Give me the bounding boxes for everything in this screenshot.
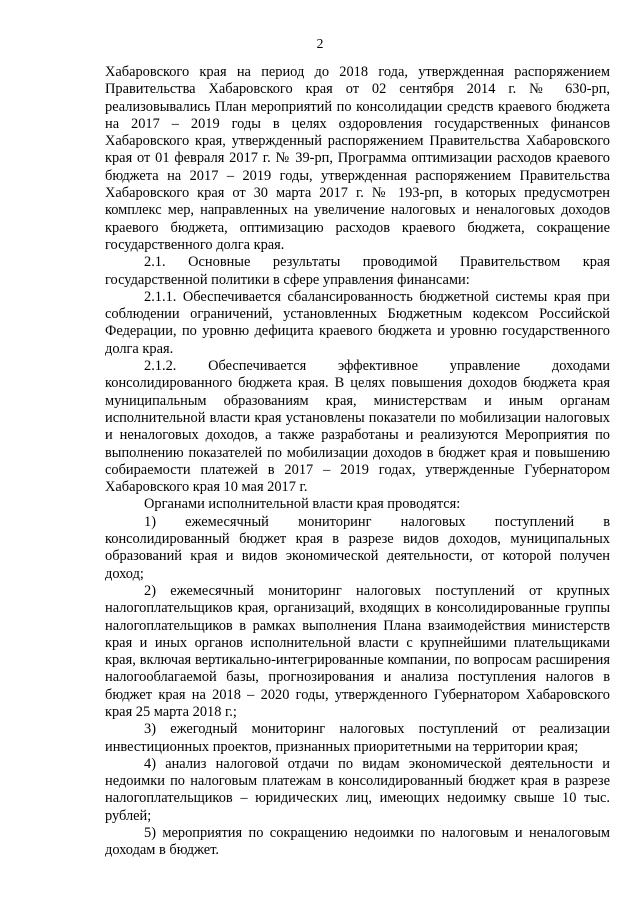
list-item-1: 1) ежемесячный мониторинг налоговых поступлений в консолидированный бюджет края в разрезе видов доходов, муниципальных образований края и видов экономической деятельности, от которой получен доход;: [105, 513, 610, 582]
paragraph-intro-list: Органами исполнительной власти края проводятся:: [144, 496, 461, 513]
list-item-2: 2) ежемесячный мониторинг налоговых поступлений от крупных налогоплательщиков края, организаций, входящих в консолидированные группы налогоплательщиков в рамках выполнения Плана взаимодействия министерств края и иных органов исполнительной власти с крупнейшими плательщиками края, включая вертикально-интегрированные компании, по вопросам расширения налогооблагаемой базы, прогнозирования и анализа поступления налогов в бюджет края на 2018 – 2020 годы, утвержденного Губернатором Хабаровского края 25 марта 2018 г.;: [105, 582, 610, 720]
document-body: [105, 64, 610, 860]
list-item-3: 3) ежегодный мониторинг налоговых поступлений от реализации инвестиционных проектов, признанных приоритетными на территории края;: [105, 721, 610, 755]
list-item-5: 5) мероприятия по сокращению недоимки по налоговым и неналоговым доходам в бюджет.: [105, 825, 610, 859]
paragraph-continuation: Хабаровского края на период до 2018 года, утвержденная распоряжением Правительства Хабаровского края от 02 сентября 2014 г. № 630-рп, реализовывались План мероприятий по консолидации средств краевого бюджета на 2017 – 2019 годы в целях оздоровления государственных финансов Хабаровского края, утвержденный распоряжением Правительства Хабаровского края от 01 февраля 2017 г. № 39-рп, Программа оптимизации расходов краевого бюджета на 2017 – 2019 годы, утвержденная распоряжением Правительства Хабаровского края от 30 марта 2017 г. № 193-рп, в которых предусмотрен комплекс мер, направленных на увеличение налоговых и неналоговых доходов краевого бюджета, оптимизацию расходов краевого бюджета, сокращение государственного долга края.: [105, 64, 610, 253]
page-number: 2: [316, 36, 324, 51]
paragraph-section-2-1-1: 2.1.1. Обеспечивается сбалансированность бюджетной системы края при соблюдении ограничений, установленных Бюджетным кодексом Российской Федерации, по уровню дефицита краевого бюджета и уровню государственного долга края.: [105, 288, 610, 357]
list-item-4: 4) анализ налоговой отдачи по видам экономической деятельности и недоимки по налоговым платежам в консолидированный бюджет края в разрезе налогоплательщиков – юридических лиц, имеющих недоимку свыше 10 тыс. рублей;: [105, 755, 610, 824]
paragraph-section-2-1-2: 2.1.2. Обеспечивается эффективное управление доходами консолидированного бюджета края. В целях повышения доходов бюджета края муниципальным образованиям края, министерствам и иным органам исполнительной власти края установлены показатели по мобилизации налоговых и неналоговых доходов, а также разработаны и реализуются Мероприятия по выполнению показателей по мобилизации доходов в бюджет края и повышению собираемости платежей в 2017 – 2019 годах, утвержденные Губернатором Хабаровского края 10 мая 2017 г.: [105, 358, 610, 496]
paragraph-section-2-1: 2.1. Основные результаты проводимой Правительством края государственной политики в сфере управления финансами:: [105, 254, 610, 288]
